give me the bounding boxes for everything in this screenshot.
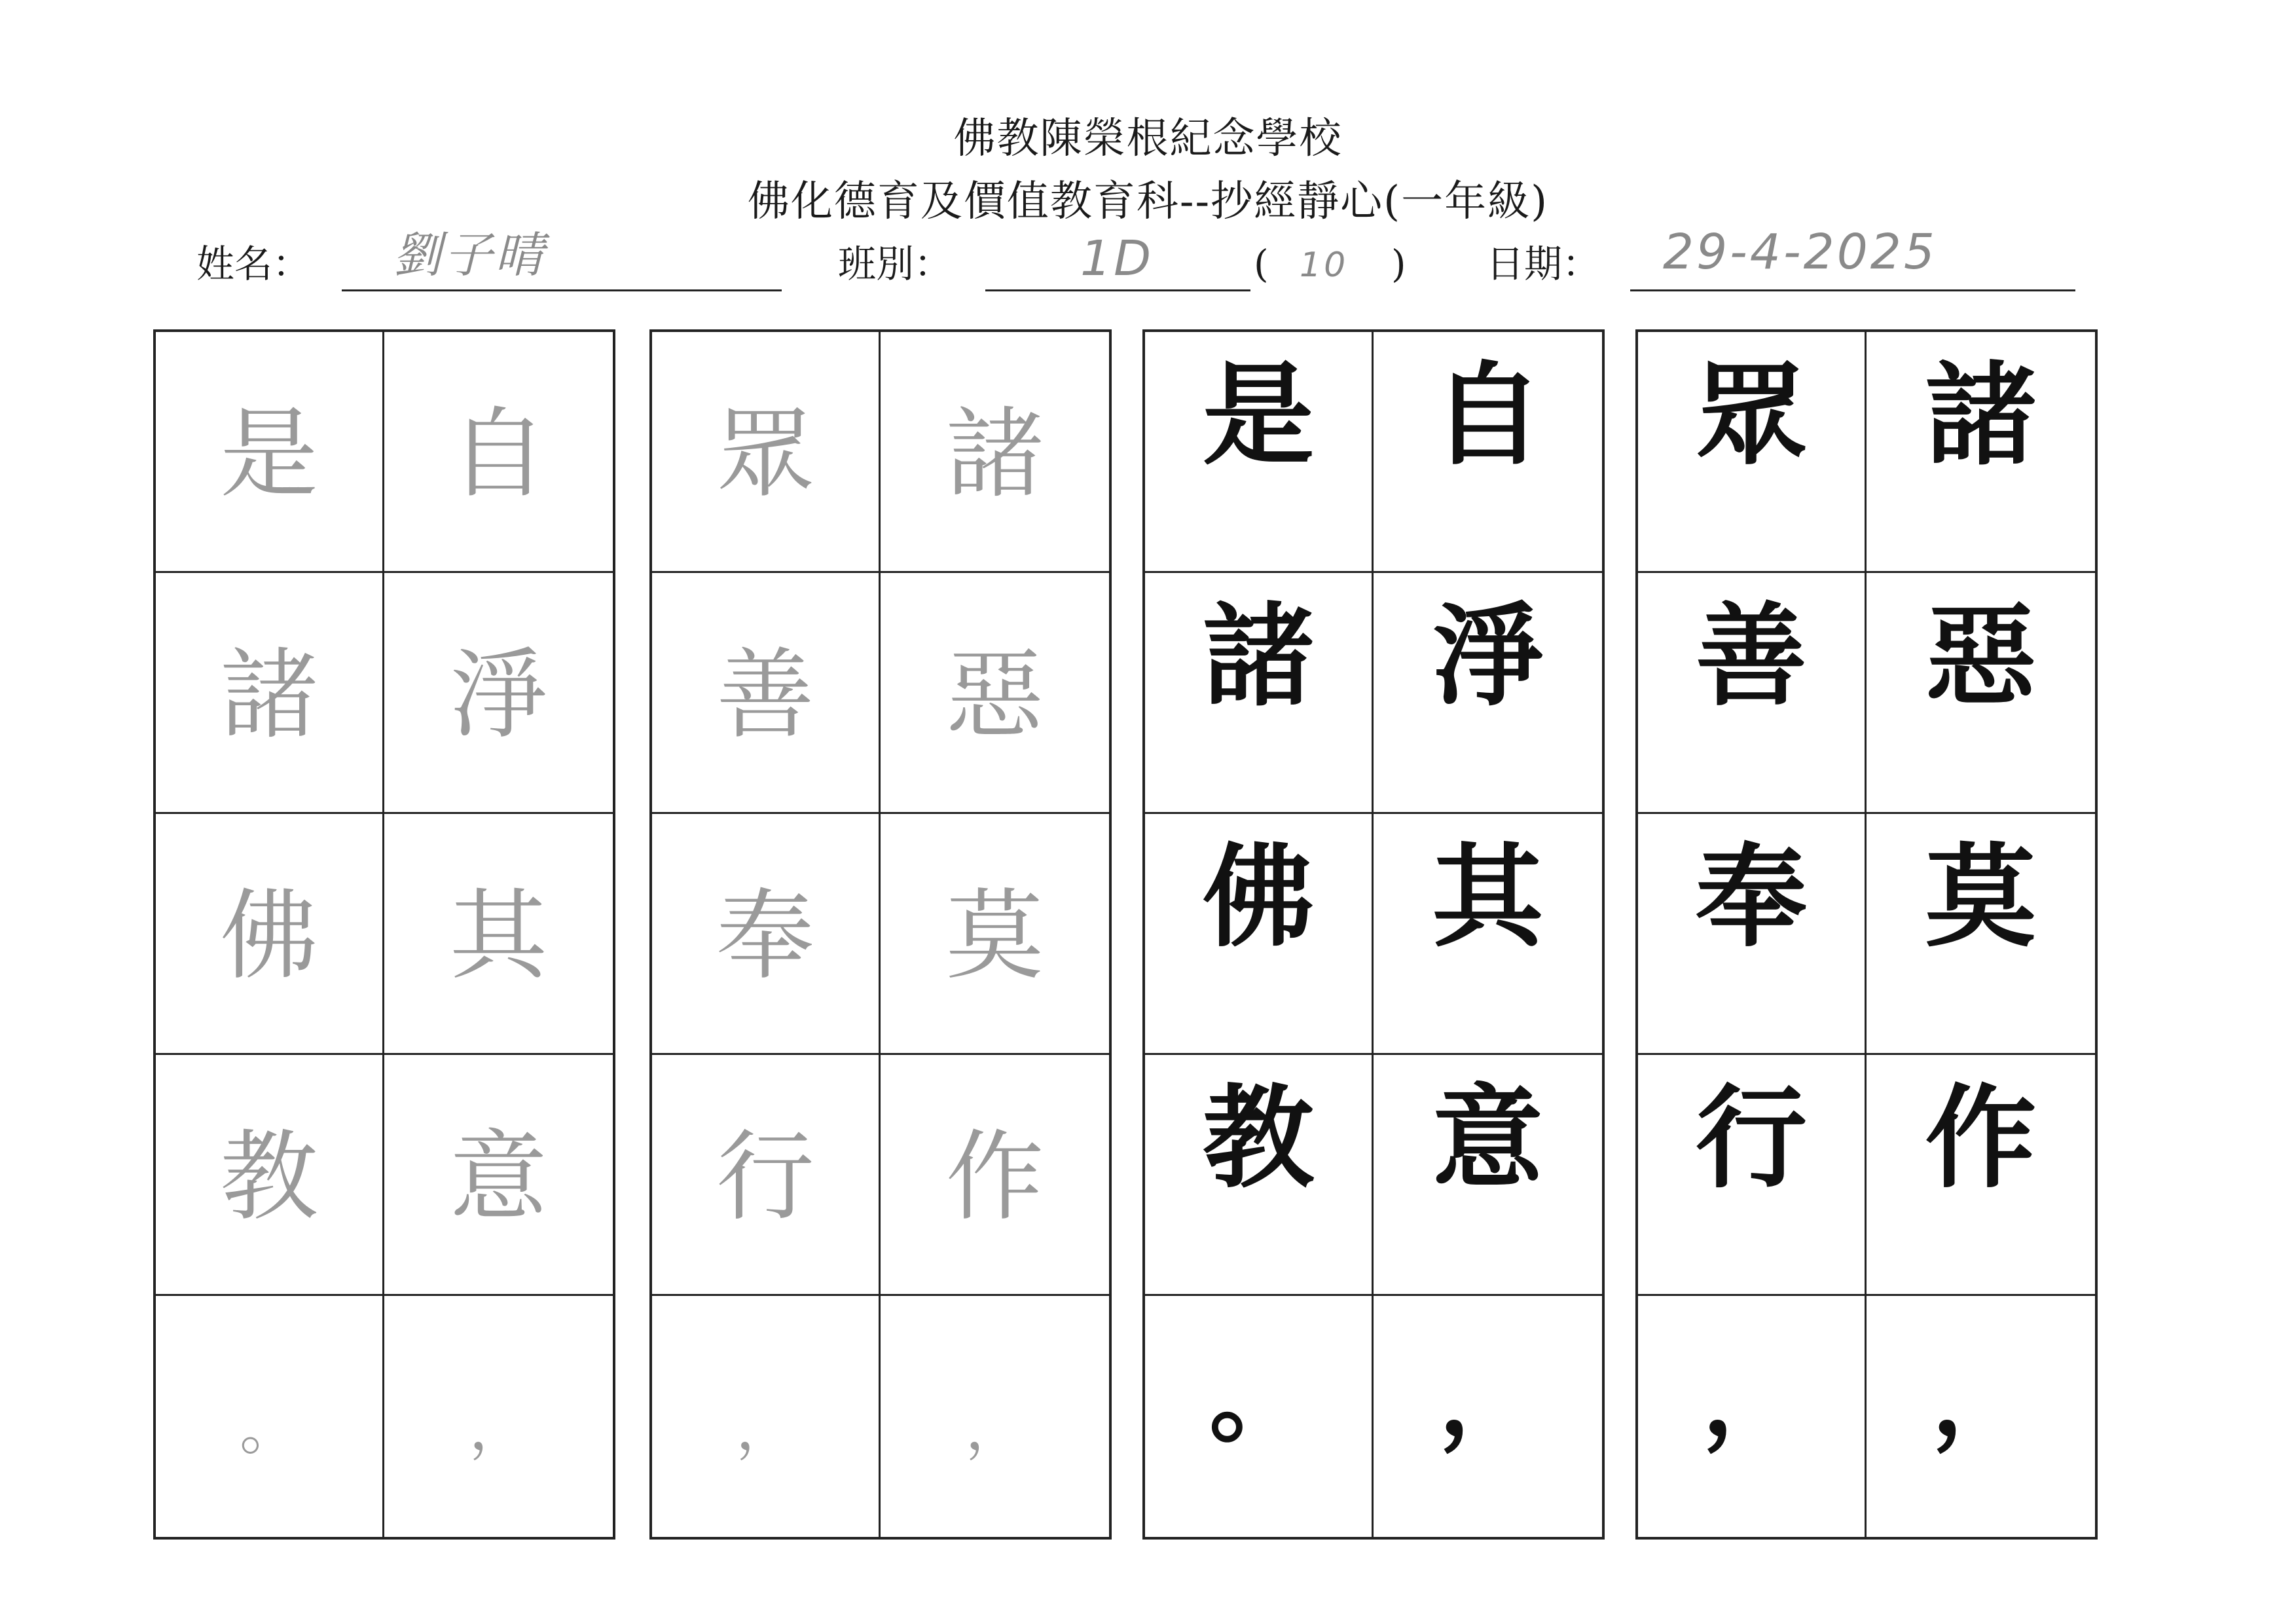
- model-char: 惡: [1925, 591, 2037, 722]
- model-cell: [1638, 573, 1867, 814]
- name-line: [342, 289, 782, 291]
- copy-char: 惡: [945, 638, 1044, 752]
- model-char: 眾: [1695, 350, 1807, 481]
- copy-cell[interactable]: [384, 573, 613, 814]
- class-number-open-paren: (: [1254, 242, 1269, 286]
- model-char: ，: [1702, 1341, 1800, 1456]
- copy-char: 是: [219, 397, 318, 511]
- model-cell: [1145, 573, 1374, 814]
- model-cell: [1638, 814, 1867, 1055]
- copy-char: 其: [449, 879, 548, 993]
- class-number-close-paren: ): [1391, 242, 1406, 286]
- class-value[interactable]: 1D: [1080, 231, 1154, 287]
- model-cell: [1867, 814, 2095, 1055]
- copy-cell[interactable]: [881, 573, 1109, 814]
- copy-cell[interactable]: [881, 332, 1109, 573]
- copy-char: 眾: [716, 397, 814, 511]
- model-cell: [1867, 573, 2095, 814]
- model-cell: [1374, 573, 1602, 814]
- copy-char: 奉: [716, 879, 814, 993]
- copy-cell[interactable]: [384, 814, 613, 1055]
- model-cell: [1374, 1296, 1602, 1537]
- copy-cell[interactable]: [652, 332, 881, 573]
- copy-char: 淨: [449, 638, 548, 752]
- model-char: 佛: [1202, 832, 1314, 963]
- copy-cell[interactable]: [881, 1055, 1109, 1296]
- copy-cell[interactable]: [652, 1055, 881, 1296]
- date-label: 日期：: [1486, 242, 1601, 286]
- copy-cell[interactable]: [384, 1296, 613, 1537]
- copy-grid-block-1: [153, 329, 615, 1540]
- model-char: 諸: [1925, 350, 2037, 481]
- model-char: 其: [1432, 832, 1544, 963]
- model-char: 諸: [1202, 591, 1314, 722]
- model-char: 教: [1202, 1073, 1314, 1204]
- copy-cell[interactable]: [156, 1296, 384, 1537]
- model-cell: [1638, 332, 1867, 573]
- copy-char: ，: [469, 1394, 528, 1463]
- copy-char: 意: [449, 1120, 548, 1234]
- model-char: 自: [1432, 350, 1544, 481]
- model-cell: [1374, 1055, 1602, 1296]
- copy-cell[interactable]: [881, 814, 1109, 1055]
- copy-cell[interactable]: [156, 1055, 384, 1296]
- copy-grid-block-2: [649, 329, 1112, 1540]
- model-cell: [1374, 332, 1602, 573]
- model-cell: [1638, 1296, 1867, 1537]
- copy-char: ，: [736, 1394, 795, 1463]
- model-cell: [1867, 1055, 2095, 1296]
- model-char: 意: [1432, 1073, 1544, 1204]
- school-title: 佛教陳榮根紀念學校: [953, 115, 1343, 163]
- date-value[interactable]: 29-4-2025: [1663, 224, 1937, 280]
- model-cell: [1374, 814, 1602, 1055]
- copy-char: 莫: [945, 879, 1044, 993]
- copy-char: 諸: [945, 397, 1044, 511]
- copy-cell[interactable]: [652, 573, 881, 814]
- model-cell: [1867, 1296, 2095, 1537]
- model-cell: [1145, 1296, 1374, 1537]
- model-char: 淨: [1432, 591, 1544, 722]
- copy-char: 。: [240, 1394, 299, 1463]
- model-grid-block-2: [1635, 329, 2098, 1540]
- model-cell: [1145, 814, 1374, 1055]
- copy-cell[interactable]: [881, 1296, 1109, 1537]
- subject-title: 佛化德育及價值教育科--抄經靜心(一年級): [747, 177, 1549, 226]
- model-cell: [1638, 1055, 1867, 1296]
- model-grid-block-1: [1142, 329, 1605, 1540]
- class-line: [985, 289, 1250, 291]
- model-cell: [1867, 332, 2095, 573]
- date-line: [1630, 289, 2075, 291]
- copy-char: 佛: [219, 879, 318, 993]
- copy-cell[interactable]: [156, 332, 384, 573]
- model-char: 善: [1695, 591, 1807, 722]
- class-number-value[interactable]: 10: [1300, 246, 1349, 285]
- copy-char: 行: [716, 1120, 814, 1234]
- name-label: 姓名：: [196, 242, 311, 286]
- copy-cell[interactable]: [384, 1055, 613, 1296]
- copy-char: 善: [716, 638, 814, 752]
- copy-cell[interactable]: [652, 1296, 881, 1537]
- model-char: 行: [1695, 1073, 1807, 1204]
- model-char: 。: [1209, 1341, 1307, 1456]
- copy-cell[interactable]: [652, 814, 881, 1055]
- copy-char: 作: [945, 1120, 1044, 1234]
- model-char: 是: [1202, 350, 1314, 481]
- class-label: 班別：: [838, 242, 953, 286]
- copy-cell[interactable]: [156, 814, 384, 1055]
- copy-char: ，: [965, 1394, 1025, 1463]
- model-char: 奉: [1695, 832, 1807, 963]
- model-char: ，: [1438, 1341, 1537, 1456]
- model-cell: [1145, 1055, 1374, 1296]
- copy-cell[interactable]: [156, 573, 384, 814]
- copy-char: 教: [219, 1120, 318, 1234]
- model-cell: [1145, 332, 1374, 573]
- model-char: 莫: [1925, 832, 2037, 963]
- name-value[interactable]: 劉子晴: [393, 227, 546, 284]
- copy-char: 自: [449, 397, 548, 511]
- copy-char: 諸: [219, 638, 318, 752]
- copy-cell[interactable]: [384, 332, 613, 573]
- model-char: ，: [1931, 1341, 2030, 1456]
- model-char: 作: [1925, 1073, 2037, 1204]
